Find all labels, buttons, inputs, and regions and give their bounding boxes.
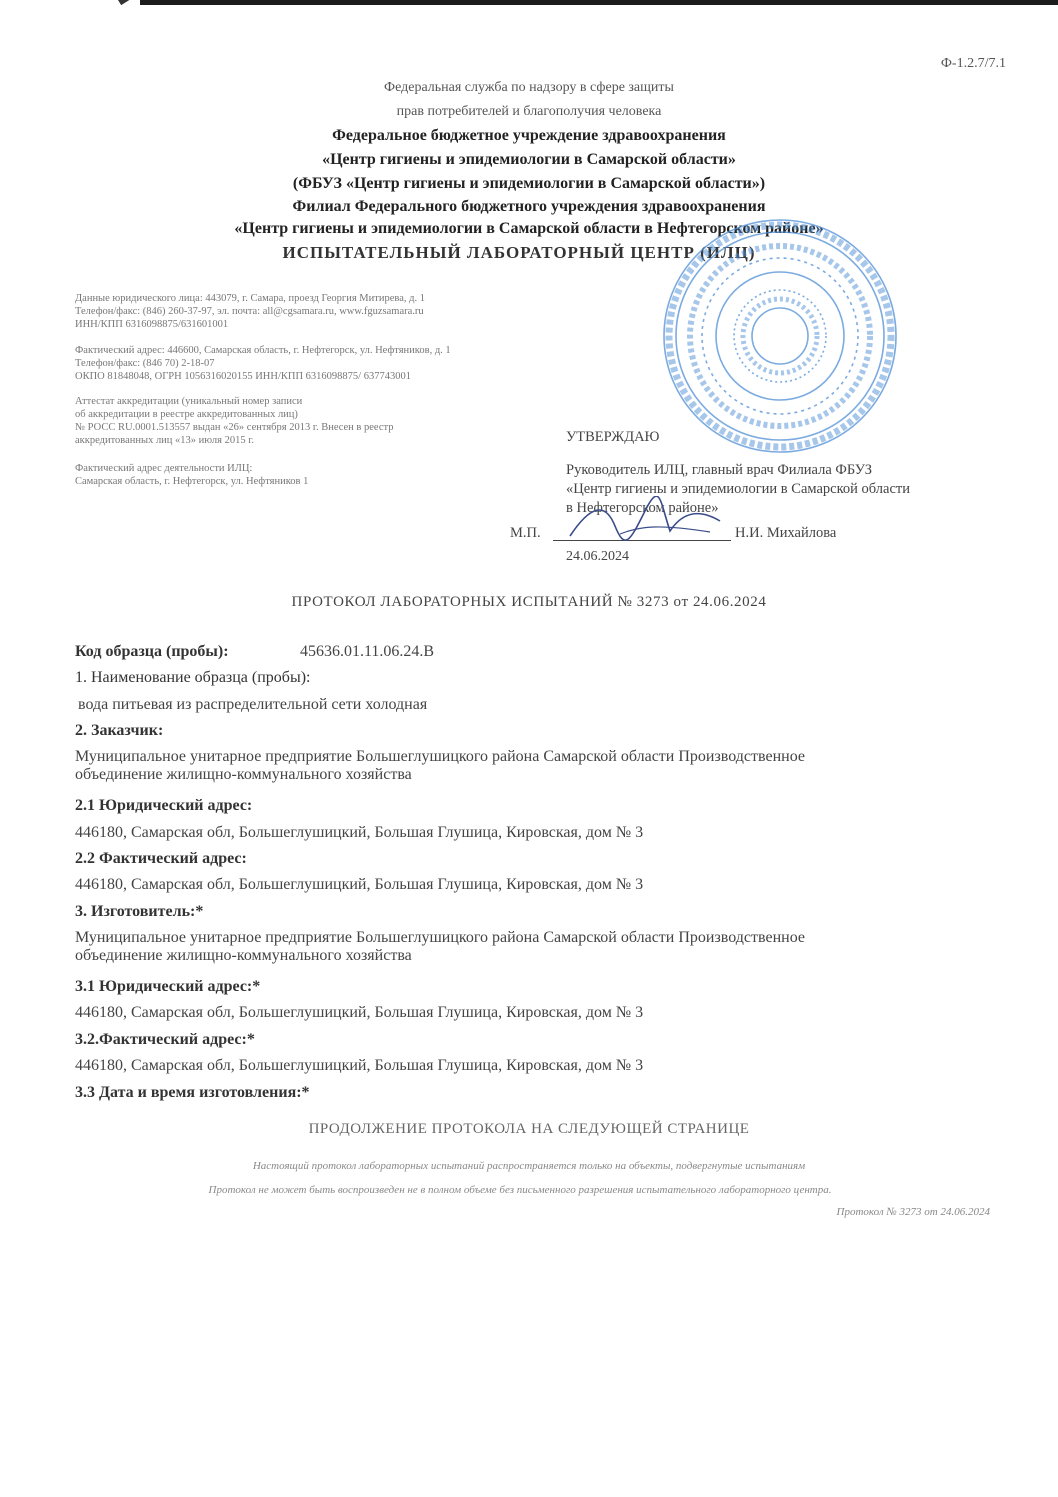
section-2-1-label: 2.1 Юридический адрес: xyxy=(75,797,253,814)
footer-protocol-ref: Протокол № 3273 от 24.06.2024 xyxy=(836,1206,990,1218)
header-line-3: Федеральное бюджетное учреждение здравоохранения xyxy=(332,127,726,144)
section-3-value-line-2: объединение жилищно-коммунального хозяйства xyxy=(75,947,412,964)
section-3-2-label: 3.2.Фактический адрес:* xyxy=(75,1031,255,1048)
header-lab-name: ИСПЫТАТЕЛЬНЫЙ ЛАБОРАТОРНЫЙ ЦЕНТР (ИЛЦ) xyxy=(282,243,756,262)
section-3-3-label: 3.3 Дата и время изготовления:* xyxy=(75,1084,310,1101)
approval-date: 24.06.2024 xyxy=(566,549,629,564)
header-line-6: Филиал Федерального бюджетного учреждения здравоохранения xyxy=(292,198,766,215)
requisites-accreditation xyxy=(75,395,545,447)
scan-top-edge xyxy=(140,0,1058,5)
sample-code-value: 45636.01.11.06.24.В xyxy=(300,643,435,660)
section-2-value-line-1: Муниципальное унитарное предприятие Большеглушицкого района Самарской области Производственное xyxy=(75,748,805,765)
section-3-label: 3. Изготовитель:* xyxy=(75,903,204,920)
sample-code-label: Код образца (пробы): xyxy=(75,643,229,660)
approval-position-line-1: Руководитель ИЛЦ, главный врач Филиала ФБУЗ xyxy=(566,462,873,478)
requisites-activity-line-1: Фактический адрес деятельности ИЛЦ: xyxy=(75,463,253,474)
section-3-value-line-1: Муниципальное унитарное предприятие Большеглушицкого района Самарской области Производственное xyxy=(75,929,805,946)
section-3-1-value: 446180, Самарская обл, Большеглушицкий, Большая Глушица, Кировская, дом № 3 xyxy=(75,1004,644,1021)
requisites-accreditation-line-3: № РОСС RU.0001.513557 выдан «26» сентября 2013 г. Внесен в реестр xyxy=(75,422,394,433)
header-line-1: Федеральная служба по надзору в сфере защиты xyxy=(384,80,674,95)
section-2-value xyxy=(75,748,1035,784)
official-stamp-icon xyxy=(660,216,900,456)
section-2-2-label: 2.2 Фактический адрес: xyxy=(75,850,247,867)
requisites-accreditation-line-1: Аттестат аккредитации (уникальный номер записи xyxy=(75,396,303,407)
section-2-label: 2. Заказчик: xyxy=(75,722,164,739)
requisites-actual-line-3: ОКПО 81848048, ОГРН 1056316020155 ИНН/КПП 6316098875/ 637743001 xyxy=(75,371,411,382)
requisites-actual-line-2: Телефон/факс: (846 70) 2-18-07 xyxy=(75,358,215,369)
footer-line-2: Протокол не может быть воспроизведен не в полном объеме без письменного разрешения испытательного лабораторного центра. xyxy=(208,1184,832,1196)
protocol-title: ПРОТОКОЛ ЛАБОРАТОРНЫХ ИСПЫТАНИЙ № 3273 от 24.06.2024 xyxy=(291,594,767,610)
header-line-4: «Центр гигиены и эпидемиологии в Самарской области» xyxy=(322,151,736,168)
approval-name: Н.И. Михайлова xyxy=(735,525,837,541)
requisites-actual xyxy=(75,344,545,383)
approval-position-line-3: в Нефтегорском районе» xyxy=(566,500,719,516)
header-line-7: «Центр гигиены и эпидемиологии в Самарской области в Нефтегорском районе» xyxy=(234,220,824,237)
approval-position-line-2: «Центр гигиены и эпидемиологии в Самарской области xyxy=(566,481,910,497)
approval-mp: М.П. xyxy=(510,525,541,541)
requisites-legal xyxy=(75,292,545,331)
section-1-value: вода питьевая из распределительной сети холодная xyxy=(78,696,428,713)
requisites-activity-address xyxy=(75,462,545,488)
header-line-2: прав потребителей и благополучия человека xyxy=(396,104,662,119)
requisites-accreditation-line-2: об аккредитации в реестре аккредитованных лиц) xyxy=(75,409,298,420)
section-3-2-value: 446180, Самарская обл, Большеглушицкий, Большая Глушица, Кировская, дом № 3 xyxy=(75,1057,644,1074)
requisites-legal-line-1: Данные юридического лица: 443079, г. Самара, проезд Георгия Митирева, д. 1 xyxy=(75,293,425,304)
section-2-1-value: 446180, Самарская обл, Большеглушицкий, Большая Глушица, Кировская, дом № 3 xyxy=(75,824,644,841)
requisites-legal-line-2: Телефон/факс: (846) 260-37-97, эл. почта: all@cgsamara.ru, www.fguzsamara.ru xyxy=(75,306,424,317)
requisites-activity-line-2: Самарская область, г. Нефтегорск, ул. Нефтяников 1 xyxy=(75,476,309,487)
footer-line-1: Настоящий протокол лабораторных испытаний распространяется только на объекты, подвергнутые испытаниям xyxy=(252,1160,806,1172)
section-2-value-line-2: объединение жилищно-коммунального хозяйства xyxy=(75,766,412,783)
requisites-legal-line-3: ИНН/КПП 6316098875/631601001 xyxy=(75,319,229,330)
continuation-note: ПРОДОЛЖЕНИЕ ПРОТОКОЛА НА СЛЕДУЮЩЕЙ СТРАНИЦЕ xyxy=(308,1121,750,1137)
section-3-1-label: 3.1 Юридический адрес:* xyxy=(75,978,261,995)
section-2-2-value: 446180, Самарская обл, Большеглушицкий, Большая Глушица, Кировская, дом № 3 xyxy=(75,876,644,893)
requisites-accreditation-line-4: аккредитованных лиц «13» июля 2015 г. xyxy=(75,435,254,446)
form-code: Ф-1.2.7/7.1 xyxy=(940,56,1006,71)
approval-title: УТВЕРЖДАЮ xyxy=(566,429,660,445)
section-1-label: 1. Наименование образца (пробы): xyxy=(75,669,311,686)
requisites-actual-line-1: Фактический адрес: 446600, Самарская область, г. Нефтегорск, ул. Нефтяников, д. 1 xyxy=(75,345,451,356)
header-line-5: (ФБУЗ «Центр гигиены и эпидемиологии в Самарской области») xyxy=(292,175,766,192)
signature-icon xyxy=(560,496,730,546)
section-3-value xyxy=(75,929,1035,965)
